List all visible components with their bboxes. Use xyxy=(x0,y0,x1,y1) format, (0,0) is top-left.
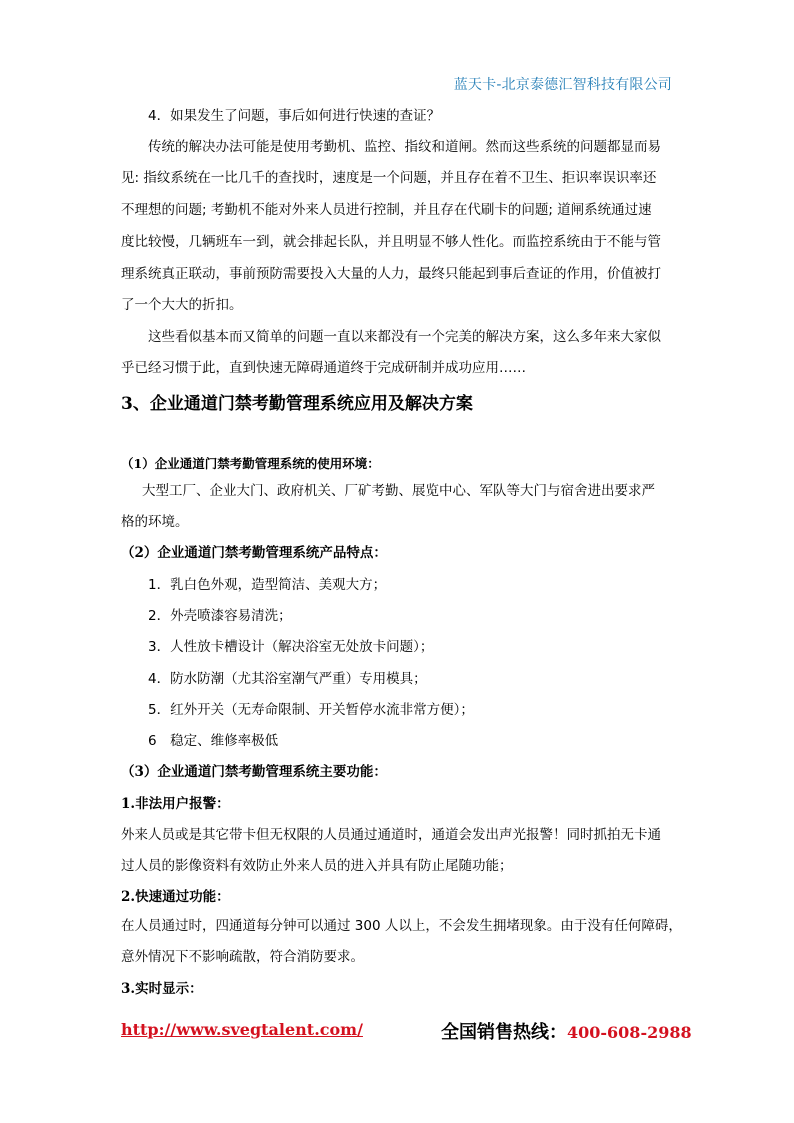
feature-item: 1．乳白色外观，造型简洁、美观大方； xyxy=(148,577,387,593)
paragraph-line: 不理想的问题; 考勤机不能对外来人员进行控制，并且存在代刷卡的问题; 道闸系统通过速 xyxy=(121,202,652,218)
paragraph-line: 传统的解决办法可能是使用考勤机、监控、指纹和道闸。然而这些系统的问题都显而易 xyxy=(148,139,661,155)
feature-item: 3．人性放卡槽设计（解决浴室无处放卡问题）； xyxy=(148,639,434,655)
website-link[interactable]: http://www.svegtalent.com/ xyxy=(121,1020,363,1039)
paragraph-line: 了一个大大的折扣。 xyxy=(121,297,243,313)
section-3-heading: 3、企业通道门禁考勤管理系统应用及解决方案 xyxy=(121,394,473,414)
paragraph-line: 外来人员或是其它带卡但无权限的人员通过通道时，通道会发出声光报警！同时抓拍无卡通 xyxy=(121,827,661,843)
feature-item: 2．外壳喷漆容易清洗； xyxy=(148,608,292,624)
paragraph-line: 乎已经习惯于此，直到快速无障碍通道终于完成研制并成功应用…… xyxy=(121,360,526,376)
function-1-heading: 1.非法用户报警： xyxy=(121,796,230,812)
function-3-heading: 3.实时显示： xyxy=(121,981,203,997)
feature-item: 5．红外开关（无寿命限制、开关暂停水流非常方便）； xyxy=(148,702,474,718)
feature-item: 6 稳定、维修率极低 xyxy=(148,733,279,749)
header-company: 蓝天卡-北京泰德汇智科技有限公司 xyxy=(453,77,672,93)
paragraph-line: 度比较慢，几辆班车一到，就会排起长队，并且明显不够人性化。而监控系统由于不能与管 xyxy=(121,234,661,250)
hotline-number: 400-608-2988 xyxy=(567,1023,692,1042)
paragraph-line: 过人员的影像资料有效防止外来人员的进入并具有防止尾随功能； xyxy=(121,858,513,874)
function-2-heading: 2.快速通过功能： xyxy=(121,889,230,905)
question-4-title: 4．如果发生了问题，事后如何进行快速的查证？ xyxy=(148,108,441,124)
paragraph-line: 意外情况下不影响疏散，符合消防要求。 xyxy=(121,949,364,965)
paragraph-line: 理系统真正联动，事前预防需要投入大量的人力，最终只能起到事后查证的作用，价值被打 xyxy=(121,266,661,282)
functions-heading: （3）企业通道门禁考勤管理系统主要功能： xyxy=(121,764,387,780)
sales-hotline xyxy=(441,1018,692,1044)
paragraph-line: 这些看似基本而又简单的问题一直以来都没有一个完美的解决方案，这么多年来大家似 xyxy=(148,329,661,345)
paragraph-line: 大型工厂、企业大门、政府机关、厂矿考勤、展览中心、军队等大门与宿舍进出要求严 xyxy=(142,483,655,499)
paragraph-line: 格的环境。 xyxy=(121,514,189,530)
feature-item: 4．防水防潮（尤其浴室潮气严重）专用模具； xyxy=(148,671,427,687)
features-heading: （2）企业通道门禁考勤管理系统产品特点： xyxy=(121,545,387,561)
hotline-label: 全国销售热线： xyxy=(441,1022,567,1043)
paragraph-line: 在人员通过时，四通道每分钟可以通过 300 人以上，不会发生拥堵现象。由于没有任何障碍， xyxy=(121,918,682,934)
paragraph-line: 见: 指纹系统在一比几千的查找时，速度是一个问题，并且存在着不卫生、拒识率误识率还 xyxy=(121,170,657,186)
env-heading: （1）企业通道门禁考勤管理系统的使用环境： xyxy=(121,456,380,471)
